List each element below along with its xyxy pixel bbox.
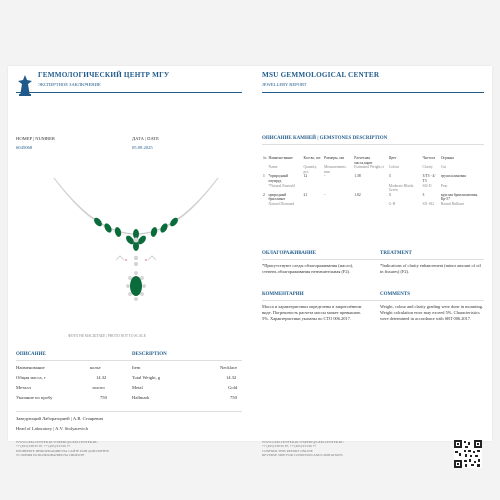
org-name-ru: ГЕММОЛОГИЧЕСКИЙ ЦЕНТР МГУ <box>38 71 170 79</box>
desc-en-label-1: Total Weight, g <box>132 375 161 380</box>
desc-ru-label-3: Указание по пробу <box>16 395 53 400</box>
desc-en-label-2: Metal <box>132 385 143 390</box>
gem-row-2 <box>262 193 486 202</box>
necklace-photo <box>46 174 226 324</box>
col-qty: Кол-во, шт. <box>303 156 322 160</box>
gem-row-1 <box>262 174 486 183</box>
number-label: НОМЕР | NUMBER <box>16 136 55 141</box>
comments-text-ru: Масса и характеристики определены в закреплённом виде. Погрешность расчета массы может превышать 5%. Характеристики указаны по СТО 006.2017. <box>262 304 362 322</box>
head-of-laboratory-ru: Заведующий Лабораторией | А.В. Стояревич <box>16 416 104 421</box>
gemstones-title: ОПИСАНИЕ КАМНЕЙ | GEMSTONES DESCRIPTION <box>262 136 388 141</box>
comments-divider <box>262 300 484 301</box>
gemstones-header-en <box>262 165 486 174</box>
gem-clarity: 3/Т3 - 4/Т3 <box>422 174 436 183</box>
qr-code[interactable] <box>454 440 482 468</box>
col-colour: Цвет <box>388 156 397 160</box>
comments-title-ru: КОММЕНТАРИИ <box>262 292 304 297</box>
gem-size: - <box>324 192 326 197</box>
gem-clarity-en: SI2-I1 <box>422 183 432 188</box>
gem-name: *природный изумруд <box>268 174 289 183</box>
number-value: 6045068 <box>16 145 33 150</box>
desc-ru-value-2: золото <box>92 385 105 390</box>
gem-size: - <box>324 174 326 179</box>
comments-title-en: COMMENTS <box>380 292 410 297</box>
gem-cut-en: Round Brilliant <box>440 201 464 206</box>
gem-name-en: Natural Diamond <box>268 201 295 206</box>
head-divider <box>16 411 242 412</box>
gem-colour: 3 <box>388 192 391 197</box>
gem-cut: круглая бриллиантовая, Кр-57 <box>440 192 479 202</box>
gemstones-divider <box>262 144 484 145</box>
treatment-text-en: *Indications of clarity enhancement (minor amount of oil in fissures) (F2). <box>380 263 481 275</box>
desc-ru-value-1: 14.32 <box>96 375 107 380</box>
gem-row-2-en <box>262 202 486 207</box>
col-weight: Расчетная масса,карат <box>354 156 373 165</box>
head-of-laboratory-en: Head of Laboratory | A.V. Stolyarevich <box>16 426 88 431</box>
report-title-ru: ЭКСПЕРТНОЕ ЗАКЛЮЧЕНИЕ <box>38 82 101 87</box>
col-clarity: Чистота <box>422 156 436 160</box>
desc-en-value-1: 14.32 <box>226 375 237 380</box>
footer-right: WWW.GEM-CENTER.RU EXPERT@GEM-CENTER.RU +7 (495) 938 95 87, +7 (495) 933 66 77 CONFIRM THIS REPORT ONLINE REVERSE SIDE FOR CONDITION AND LIMITATIONS <box>262 440 344 458</box>
col-no: № <box>263 156 267 160</box>
description-title-en: DESCRIPTION <box>132 352 167 357</box>
desc-ru-value-0: колье <box>90 365 101 370</box>
msu-logo <box>16 74 38 98</box>
desc-ru-label-1: Общая масса, г <box>16 375 46 380</box>
gem-no: 1 <box>263 174 265 179</box>
gem-weight: 1.02 <box>354 192 361 197</box>
gem-qty: 12 <box>303 174 308 179</box>
col-size-en: Measurements, mm <box>324 165 347 174</box>
org-name-en: MSU GEMMOLOGICAL CENTER <box>262 71 380 79</box>
enhancement-title-ru: ОБЛАГОРАЖИВАНИЕ <box>262 251 316 256</box>
gemstones-header-ru <box>262 156 486 165</box>
col-cut-en: Cut <box>440 165 447 170</box>
col-cut: Огранка <box>440 156 454 160</box>
gemstones-table <box>262 156 486 207</box>
report-title-en: JEWELLERY REPORT <box>262 82 307 87</box>
gem-colour-en: G-H <box>388 201 396 206</box>
col-colour-en: Colour <box>388 165 399 170</box>
col-name-en: Name <box>268 165 278 170</box>
gem-colour-en: Moderate Bluish Green <box>388 183 414 193</box>
col-qty-en: Quantity, pcs <box>303 165 318 174</box>
desc-en-label-0: Item <box>132 365 141 370</box>
gem-clarity-en: SI1-SI2 <box>422 201 434 206</box>
gem-row-1-en <box>262 184 486 193</box>
gem-cut: груша клиновая <box>440 174 466 179</box>
col-weight-en: Estimated Weight,ct <box>354 165 385 170</box>
gem-name: природный бриллиант <box>268 192 287 202</box>
report-card <box>8 66 492 458</box>
gem-weight: 1.38 <box>354 174 361 179</box>
photo-caption: ФОТО НЕ МАСШТАБЕ | PHOTO NOT TO SCALE <box>68 334 146 338</box>
date-label: ДАТА | DATE <box>132 136 159 141</box>
desc-ru-value-3: 750 <box>100 395 107 400</box>
desc-ru-label-0: Наименование <box>16 365 45 370</box>
comments-text-en: Weight, colour and clarity grading were done in mounting. Weight calculation error may exceed 5%. Characteristics were determined in accordance with SRT 006.2017. <box>380 304 484 322</box>
gem-no: 2 <box>263 192 265 197</box>
col-size: Размеры, мм <box>324 156 345 160</box>
desc-en-value-2: Gold <box>228 385 238 390</box>
gem-colour: 3 <box>388 174 391 179</box>
desc-ru-label-2: Металл <box>16 385 31 390</box>
header-divider-left <box>16 92 242 93</box>
desc-en-value-0: Necklace <box>220 365 238 370</box>
enhancement-text-ru: *Присутствуют следы облагораживания (масло), степень облагораживания незначительная (F2). <box>262 263 354 275</box>
gem-clarity: 3 <box>422 192 425 197</box>
gem-qty: 21 <box>303 192 308 197</box>
col-name: Наимено-вание <box>268 156 293 160</box>
description-title-ru: ОПИСАНИЕ <box>16 352 46 357</box>
desc-en-value-3: 750 <box>230 395 237 400</box>
col-clarity-en: Clarity <box>422 165 433 170</box>
footer-left: WWW.GEM-CENTER.RU EXPERT@GEM-CENTER.RU +7 (495) 938 95 87, +7 (495) 933 66 77 ПРОВЕРЬТЕ ИНФОРМАЦИЮ НА САЙТЕ ИЛИ ДОКУМЕНТЕ УСЛОВИЯ ИСПОЛЬЗОВАНИЯ НА ОБОРОТЕ <box>16 440 110 458</box>
description-divider <box>16 360 242 361</box>
header-divider-right <box>262 92 484 93</box>
gem-cut-en: Pear <box>440 183 448 188</box>
treatment-title-en: TREATMENT <box>380 251 412 256</box>
date-value: 05.09.2025 <box>132 145 153 150</box>
gem-name-en: *Natural Emerald <box>268 183 295 188</box>
desc-en-label-3: Hallmark <box>132 395 150 400</box>
enhancement-divider <box>262 259 484 260</box>
